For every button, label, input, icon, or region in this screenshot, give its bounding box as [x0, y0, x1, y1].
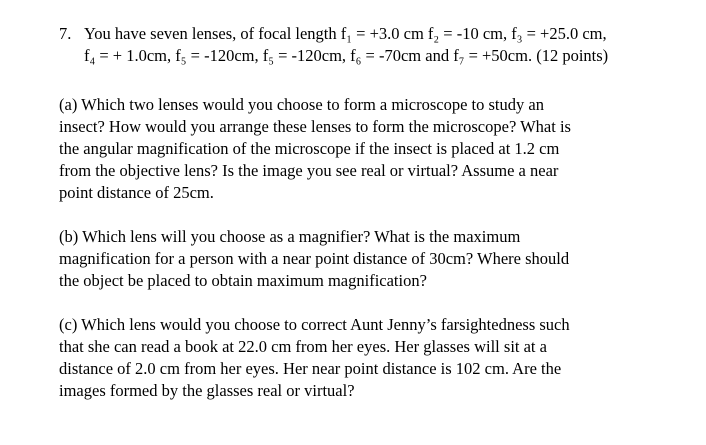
question-statement — [84, 23, 684, 67]
part-a-line: point distance of 25cm. — [59, 183, 214, 202]
question-line: You have seven lenses, of focal length f₁ = +3.0 cm f₂ = -10 cm, f₃ = +25.0 cm, — [84, 24, 607, 43]
part-a-line: from the objective lens? Is the image you see real or virtual? Assume a near — [59, 161, 559, 180]
question-number: 7. — [59, 24, 72, 43]
part-c-line: that she can read a book at 22.0 cm from her eyes. Her glasses will sit at a — [59, 337, 547, 356]
part-c-line: distance of 2.0 cm from her eyes. Her near point distance is 102 cm. Are the — [59, 359, 562, 378]
question-line: f₄ = + 1.0cm, f₅ = -120cm, f₅ = -120cm, f₆ = -70cm and f₇ = +50cm. (12 points) — [84, 46, 609, 65]
part-a-line: (a) Which two lenses would you choose to form a microscope to study an — [59, 95, 544, 114]
part-b-line: (b) Which lens will you choose as a magnifier? What is the maximum — [59, 227, 521, 246]
part-c-paragraph — [59, 314, 679, 402]
part-b-paragraph — [59, 226, 679, 292]
part-c-line: (c) Which lens would you choose to correct Aunt Jenny’s farsightedness such — [59, 315, 570, 334]
part-a-line: insect? How would you arrange these lenses to form the microscope? What is — [59, 117, 571, 136]
part-a-line: the angular magnification of the microscope if the insect is placed at 1.2 cm — [59, 139, 560, 158]
part-b-line: the object be placed to obtain maximum magnification? — [59, 271, 427, 290]
part-c-line: images formed by the glasses real or virtual? — [59, 381, 355, 400]
part-a-paragraph — [59, 94, 679, 204]
part-b-line: magnification for a person with a near point distance of 30cm? Where should — [59, 249, 570, 268]
